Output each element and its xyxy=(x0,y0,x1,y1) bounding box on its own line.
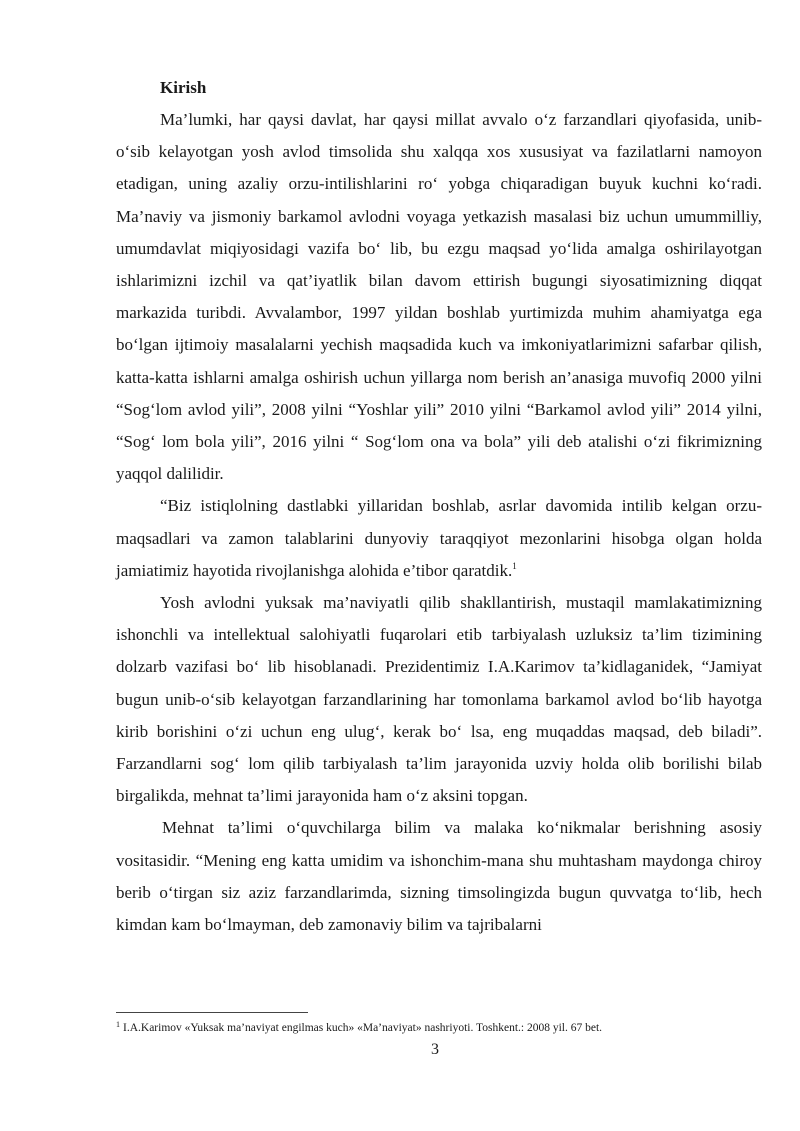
footnote xyxy=(116,1020,776,1036)
body-text xyxy=(116,104,762,941)
footnote-text: I.A.Karimov «Yuksak ma’naviyat engilmas kuch» «Ma’naviyat» nashriyoti. Toshkent.: 2008 yil. 67 bet. xyxy=(123,1022,603,1034)
section-heading: Kirish xyxy=(160,78,207,97)
footnote-reference: 1 xyxy=(512,560,517,571)
paragraph-intro: Ma’lumki, har qaysi davlat, har qaysi millat avvalo o‘z farzandlari qiyofasida, unib-o‘sib kelayotgan yosh avlod timsolida shu xalqqa xos xususiyat va fazilatlarni namoyon etadigan, uning azaliy orzu-intilishlarini ro‘ yobga chiqaradigan buyuk kuchni ko‘radi. Ma’naviy va jismoniy barkamol avlodni voyaga yetkazish masalasi biz uchun umummilliy, umumdavlat miqiyosidagi vazifa bo‘ lib, bu ezgu maqsad yo‘lida amalga oshirilayotgan ishlarimizni izchil va qat’iyatlik bilan davom ettirish bugungi siyosatimizning diqqat markazida turibdi. Avvalambor, 1997 yildan boshlab yurtimizda muhim ahamiyatga ega bo‘lgan ijtimoiy masalalarni yechish maqsadida kuch va imkoniyatlarimizni safarbar qilish, katta-katta ishlarni amalga oshirish uchun yillarga nom berish an’anasiga muvofiq 2000 yilni “Sog‘lom avlod yili”, 2008 yilni “Yoshlar yili” 2010 yilni “Barkamol avlod yili” 2014 yilni, “Sog‘ lom bola yili”, 2016 yilni “ Sog‘lom ona va bola” yili deb atalishi o‘zi fikrimizning yaqqol dalilidir. xyxy=(116,110,762,484)
footnote-separator xyxy=(116,1012,308,1013)
paragraph-quote-text: “Biz istiqlolning dastlabki yillaridan boshlab, asrlar davomida intilib kelgan orzu-maqsadlari va zamon talablarini dunyoviy taraqqiyot mezonlarini hisobga olgan holda jamiatimiz hayotida rivojlanishga alohida e’tibor qaratdik. xyxy=(116,496,762,580)
page-number: 3 xyxy=(431,1041,439,1058)
paragraph-labor-education: Mehnat ta’limi o‘quvchilarga bilim va malaka ko‘nikmalar berishning asosiy vositasidir. “Mening eng katta umidim va ishonchim-mana shu muhtasham maydonga chiroy berib o‘tirgan siz aziz farzandlarimda, sizning timsolingizda bugun quvvatga to‘lib, hech kimdan kam bo‘lmayman, deb zamonaviy bilim va tajribalarni xyxy=(116,818,762,935)
paragraph-quote xyxy=(116,490,762,587)
footnote-number: 1 xyxy=(116,1020,120,1029)
paragraph-education: Yosh avlodni yuksak ma’naviyatli qilib shakllantirish, mustaqil mamlakatimizning ishonchli va intellektual salohiyatli fuqarolari etib tarbiyalash uzluksiz ta’lim tizimining dolzarb vazifasi bo‘ lib hisoblanadi. Prezidentimiz I.A.Karimov ta’kidlaganidek, “Jamiyat bugun unib-o‘sib kelayotgan farzandlarining har tomonlama barkamol avlod bo‘lib hayotga kirib borishini o‘zi uchun eng ulug‘, kerak bo‘ lsa, eng muqaddas maqsad, deb biladi”. Farzandlarni sog‘ lom qilib tarbiyalash ta’lim jarayonida uzviy holda olib borilishi bilab birgalikda, mehnat ta’limi jarayonida ham o‘z aksini topgan. xyxy=(116,593,762,806)
